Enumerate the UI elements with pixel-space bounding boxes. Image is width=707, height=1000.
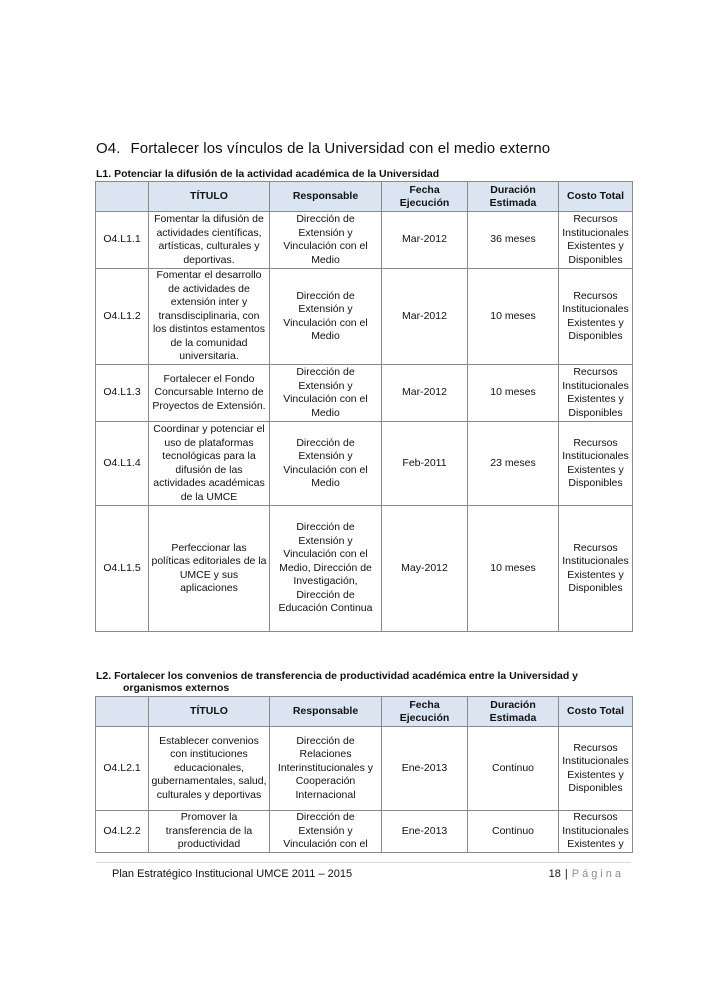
section1-table — [95, 181, 633, 632]
row-costo: Recursos Institucionales Existentes y Disponibles — [559, 212, 633, 269]
row-fecha: Mar-2012 — [382, 212, 468, 269]
table-row — [96, 506, 633, 632]
header-responsable: Responsable — [270, 182, 382, 212]
header-fecha: Fecha Ejecución — [382, 697, 468, 727]
table-row — [96, 212, 633, 269]
page-number: 18 — [548, 868, 561, 880]
table-row — [96, 269, 633, 365]
table-header-row — [96, 182, 633, 212]
row-duracion: 36 meses — [468, 212, 559, 269]
row-duracion: 10 meses — [468, 269, 559, 365]
row-costo: Recursos Institucionales Existentes y Disponibles — [559, 269, 633, 365]
row-costo: Recursos Institucionales Existentes y Disponibles — [559, 727, 633, 811]
row-title: Fomentar la difusión de actividades científicas, artísticas, culturales y deportivas. — [149, 212, 270, 269]
row-title: Perfeccionar las políticas editoriales de la UMCE y sus aplicaciones — [149, 506, 270, 632]
row-responsable: Dirección de Extensión y Vinculación con el Medio — [270, 212, 382, 269]
table-row — [96, 365, 633, 422]
footer-document-title: Plan Estratégico Institucional UMCE 2011 – 2015 — [112, 868, 353, 880]
row-code: O4.L2.1 — [96, 727, 149, 811]
footer-separator: | — [564, 868, 568, 880]
row-responsable: Dirección de Extensión y Vinculación con el Medio — [270, 269, 382, 365]
row-fecha: May-2012 — [382, 506, 468, 632]
row-code: O4.L1.3 — [96, 365, 149, 422]
heading-text: Fortalecer los vínculos de la Universidad con el medio externo — [130, 140, 551, 157]
section2-title — [96, 670, 636, 694]
section2-title-line1: L2. Fortalecer los convenios de transferencia de productividad académica entre la Universidad y — [96, 670, 579, 682]
table-row — [96, 811, 633, 853]
row-duracion: Continuo — [468, 727, 559, 811]
row-title: Establecer convenios con instituciones educacionales, gubernamentales, salud, culturales y deportivas — [149, 727, 270, 811]
header-duracion: Duración Estimada — [468, 182, 559, 212]
row-duracion: Continuo — [468, 811, 559, 853]
header-responsable: Responsable — [270, 697, 382, 727]
row-title: Promover la transferencia de la productividad — [149, 811, 270, 853]
row-responsable: Dirección de Relaciones Interinstitucionales y Cooperación Internacional — [270, 727, 382, 811]
row-fecha: Feb-2011 — [382, 422, 468, 506]
section2-table — [95, 696, 633, 853]
row-code: O4.L1.2 — [96, 269, 149, 365]
row-duracion: 23 meses — [468, 422, 559, 506]
row-costo: Recursos Institucionales Existentes y Disponibles — [559, 422, 633, 506]
row-code: O4.L1.1 — [96, 212, 149, 269]
header-duracion: Duración Estimada — [468, 697, 559, 727]
row-costo: Recursos Institucionales Existentes y — [559, 811, 633, 853]
table-row — [96, 422, 633, 506]
row-duracion: 10 meses — [468, 365, 559, 422]
header-fecha: Fecha Ejecución — [382, 182, 468, 212]
row-responsable: Dirección de Extensión y Vinculación con el — [270, 811, 382, 853]
row-costo: Recursos Institucionales Existentes y Disponibles — [559, 365, 633, 422]
row-costo: Recursos Institucionales Existentes y Disponibles — [559, 506, 633, 632]
row-fecha: Mar-2012 — [382, 269, 468, 365]
page-word: Página — [571, 868, 624, 880]
footer-page-info — [549, 868, 624, 880]
table-row — [96, 727, 633, 811]
row-fecha: Ene-2013 — [382, 727, 468, 811]
row-title: Fortalecer el Fondo Concursable Interno de Proyectos de Extensión. — [149, 365, 270, 422]
row-code: O4.L1.5 — [96, 506, 149, 632]
row-fecha: Ene-2013 — [382, 811, 468, 853]
footer-divider — [96, 862, 631, 863]
header-costo: Costo Total — [559, 182, 633, 212]
row-responsable: Dirección de Extensión y Vinculación con el Medio — [270, 365, 382, 422]
table-header-row — [96, 697, 633, 727]
page-heading — [96, 140, 550, 157]
row-title: Coordinar y potenciar el uso de plataformas tecnológicas para la difusión de las actividades académicas de la UMCE — [149, 422, 270, 506]
header-costo: Costo Total — [559, 697, 633, 727]
header-titulo: TÍTULO — [149, 182, 270, 212]
row-code: O4.L1.4 — [96, 422, 149, 506]
row-code: O4.L2.2 — [96, 811, 149, 853]
row-duracion: 10 meses — [468, 506, 559, 632]
section1-title: L1. Potenciar la difusión de la actividad académica de la Universidad — [96, 168, 440, 180]
row-fecha: Mar-2012 — [382, 365, 468, 422]
header-code — [96, 182, 149, 212]
header-titulo: TÍTULO — [149, 697, 270, 727]
header-code — [96, 697, 149, 727]
row-responsable: Dirección de Extensión y Vinculación con el Medio — [270, 422, 382, 506]
row-responsable: Dirección de Extensión y Vinculación con el Medio, Dirección de Investigación, Dirección de Educación Continua — [270, 506, 382, 632]
heading-number: O4. — [96, 140, 121, 157]
row-title: Fomentar el desarrollo de actividades de extensión inter y transdisciplinaria, con los distintos estamentos de la comunidad universitaria. — [149, 269, 270, 365]
section2-title-line2: organismos externos — [123, 682, 230, 694]
